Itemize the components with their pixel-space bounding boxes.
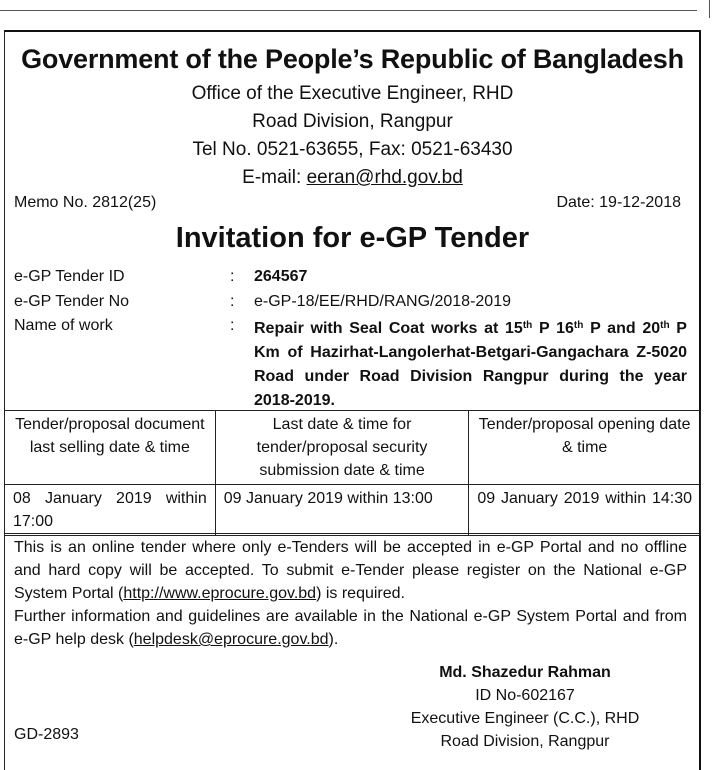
work-name-label: Name of work: [14, 317, 113, 334]
office-line: Office of the Executive Engineer, RHD: [191, 83, 514, 104]
tender-no-value: e-GP-18/EE/RHD/RANG/2018-2019: [254, 293, 511, 310]
submission-date-value: 09 January 2019 within 13:00: [215, 485, 469, 536]
signatory-name: Md. Shazedur Rahman: [439, 664, 611, 681]
colon: :: [230, 317, 235, 334]
signatory-id: ID No-602167: [475, 687, 575, 704]
online-tender-paragraph: This is an online tender where only e-Tenders will be accepted in e-GP Portal and no offline and hard copy will be accepted. To submit e-Tender please register on the National e-GP System Portal (http://www.eprocure.gov.bd) is required.: [14, 539, 687, 602]
tender-id-label: e-GP Tender ID: [14, 268, 125, 285]
signatory-designation: Executive Engineer (C.C.), RHD: [410, 710, 640, 727]
memo-number: Memo No. 2812(25): [14, 194, 157, 211]
top-border-line: [0, 10, 697, 11]
table-header-row: [5, 411, 701, 485]
further-info-paragraph: Further information and guidelines are available in the National e-GP System Portal and from e-GP help desk (helpdesk@eprocure.gov.bd).: [14, 608, 687, 648]
tender-no-label: e-GP Tender No: [14, 293, 130, 310]
gd-number: GD-2893: [14, 726, 79, 743]
page-edge-line: [709, 0, 710, 18]
divider: [4, 533, 701, 534]
tel-fax-line: Tel No. 0521-63655, Fax: 0521-63430: [192, 139, 513, 160]
eprocure-link[interactable]: http://www.eprocure.gov.bd: [123, 585, 317, 602]
opening-date-value: 09 January 2019 within 14:30: [469, 485, 701, 536]
work-name-value: Repair with Seal Coat works at 15th P 16th P and 20th P Km of Hazirhat-Langolerhat-Betgari-Gangachara Z-5020 Road under Road Division Rangpur during the year 2018-2019.: [254, 320, 687, 409]
helpdesk-email-link[interactable]: helpdesk@eprocure.gov.bd: [133, 631, 329, 648]
government-heading: Government of the People’s Republic of Bangladesh: [21, 44, 684, 74]
email-label: E-mail:: [242, 167, 307, 188]
tender-id-value: 264567: [254, 268, 308, 285]
email-link[interactable]: eeran@rhd.gov.bd: [306, 167, 463, 188]
signatory-division: Road Division, Rangpur: [440, 733, 610, 750]
tender-dates-table: [4, 410, 701, 536]
header-opening-date: Tender/proposal opening date & time: [469, 411, 701, 485]
division-line: Road Division, Rangpur: [252, 111, 453, 132]
selling-date-value: 08 January 2019 within 17:00: [5, 485, 216, 536]
email-line: [4, 167, 701, 189]
table-row: [5, 485, 701, 536]
memo-date: Date: 19-12-2018: [556, 194, 681, 211]
colon: :: [230, 293, 235, 310]
document-title: Invitation for e-GP Tender: [175, 222, 530, 254]
header-submission-date: Last date & time for tender/proposal security submission date & time: [215, 411, 469, 485]
colon: :: [230, 268, 235, 285]
header-selling-date: Tender/proposal document last selling date & time: [5, 411, 216, 485]
